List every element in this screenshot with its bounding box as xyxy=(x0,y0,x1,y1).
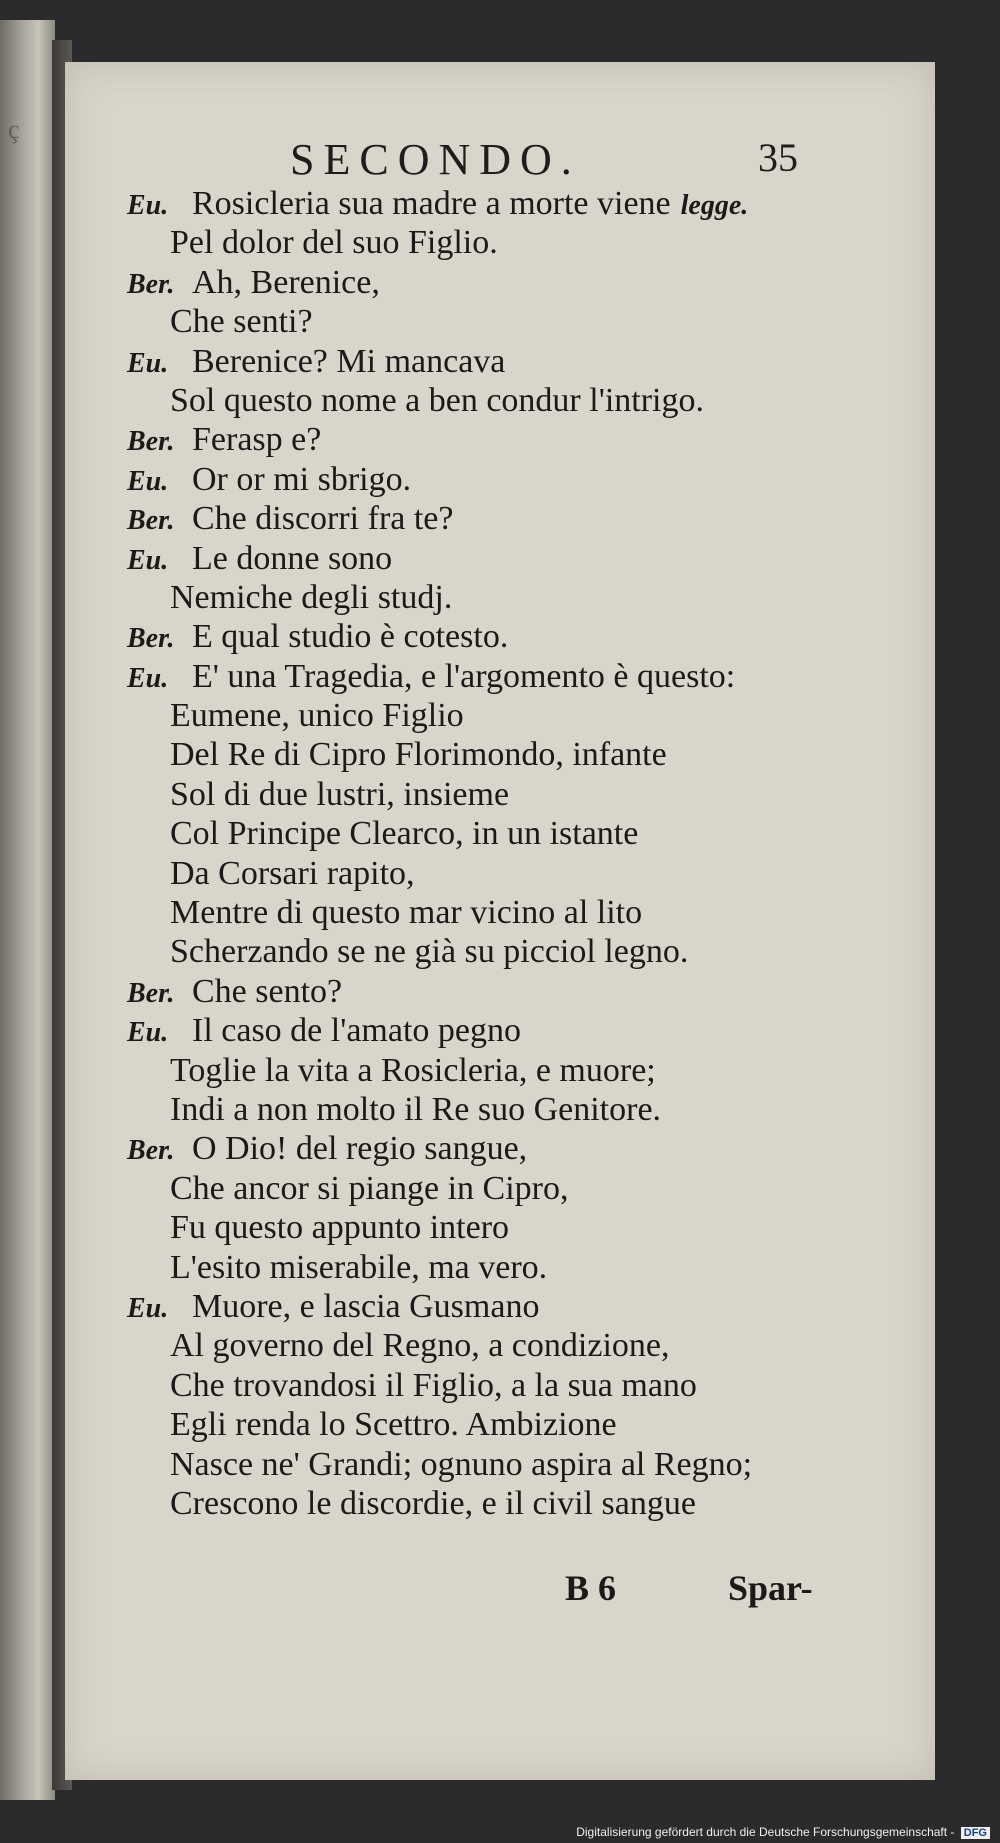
page-number: 35 xyxy=(758,135,798,180)
line-text: E' una Tragedia, e l'argomento è questo: xyxy=(192,657,736,695)
line-text: E qual studio è cotesto. xyxy=(192,618,509,656)
line-text: Sol di due lustri, insieme xyxy=(170,775,510,813)
verse-line xyxy=(65,932,935,971)
dfg-logo: DFG xyxy=(961,1827,990,1839)
play-text xyxy=(65,184,935,1523)
verse-line xyxy=(65,1208,935,1247)
speaker-label: Eu. xyxy=(127,544,169,576)
line-text: Col Principe Clearco, in un istante xyxy=(170,815,639,853)
speech-line xyxy=(65,420,935,459)
line-text: Crescono le discordie, e il civil sangue xyxy=(170,1484,696,1522)
speaker-label: Eu. xyxy=(127,1017,169,1049)
speech-line xyxy=(65,499,935,538)
verse-line xyxy=(65,775,935,814)
line-text: Berenice? Mi mancava xyxy=(192,342,506,380)
line-text: Ah, Berenice, xyxy=(192,263,380,301)
facing-page-ghost-glyph: ç xyxy=(8,115,20,144)
speaker-label: Ber. xyxy=(127,1135,175,1167)
line-text: Scherzando se ne già su picciol legno. xyxy=(170,933,689,971)
verse-line xyxy=(65,1248,935,1287)
speech-line xyxy=(65,263,935,302)
line-text: Che trovandosi il Figlio, a la sua mano xyxy=(170,1366,697,1404)
verse-line xyxy=(65,735,935,774)
line-text: Che discorri fra te? xyxy=(192,500,454,538)
line-text: Rosicleria sua madre a morte viene xyxy=(192,185,671,222)
stage-direction: legge. xyxy=(680,190,749,221)
speaker-label: Ber. xyxy=(127,623,175,655)
speech-line xyxy=(65,1011,935,1050)
speech-line xyxy=(65,1129,935,1168)
speaker-label: Ber. xyxy=(127,268,175,300)
line-text: Egli renda lo Scettro. Ambizione xyxy=(170,1406,617,1444)
speaker-label: Eu. xyxy=(127,190,169,221)
speech-line xyxy=(65,539,935,578)
line-text: Nasce ne' Grandi; ognuno aspira al Regno; xyxy=(170,1445,753,1483)
verse-line xyxy=(65,578,935,617)
speaker-label: Eu. xyxy=(127,465,169,497)
line-text: Eumene, unico Figlio xyxy=(170,697,464,735)
line-text: Sol questo nome a ben condur l'intrigo. xyxy=(170,381,704,419)
page-footer xyxy=(65,1567,935,1612)
speaker-label: Ber. xyxy=(127,977,175,1009)
verse-line xyxy=(65,223,935,262)
line-text: L'esito miserabile, ma vero. xyxy=(170,1248,548,1286)
line-text: Al governo del Regno, a condizione, xyxy=(170,1327,670,1365)
verse-line xyxy=(65,302,935,341)
line-text: Le donne sono xyxy=(192,539,393,577)
verse-line xyxy=(65,1405,935,1444)
verse-line xyxy=(65,893,935,932)
verse-line xyxy=(65,1366,935,1405)
verse-line xyxy=(65,381,935,420)
facing-page-edge xyxy=(0,20,55,1800)
verse-line xyxy=(65,1484,935,1523)
digitization-credit xyxy=(576,1825,990,1839)
book-page xyxy=(65,62,935,1780)
speaker-label: Eu. xyxy=(127,662,169,694)
line-text: Muore, e lascia Gusmano xyxy=(192,1287,540,1325)
line-text: Mentre di questo mar vicino al lito xyxy=(170,894,643,932)
verse-line xyxy=(65,1090,935,1129)
speech-line xyxy=(65,342,935,381)
line-text: Fu questo appunto intero xyxy=(170,1209,510,1247)
speech-line xyxy=(65,1287,935,1326)
running-title: SECONDO. xyxy=(290,135,581,184)
credit-text: Digitalisierung gefördert durch die Deutsche Forschungsgemeinschaft - xyxy=(576,1825,955,1839)
speaker-label: Ber. xyxy=(127,426,175,458)
speech-line xyxy=(65,617,935,656)
line-text: Toglie la vita a Rosicleria, e muore; xyxy=(170,1051,656,1089)
line-text: Indi a non molto il Re suo Genitore. xyxy=(170,1090,662,1128)
verse-line xyxy=(65,1445,935,1484)
line-text: Il caso de l'amato pegno xyxy=(192,1012,522,1050)
line-text: Ferasp e? xyxy=(192,421,322,459)
verse-line xyxy=(65,814,935,853)
line-text: Che sento? xyxy=(192,972,343,1010)
verse-line xyxy=(65,854,935,893)
line-text: Or or mi sbrigo. xyxy=(192,460,412,498)
speaker-label: Eu. xyxy=(127,347,169,379)
speech-line xyxy=(65,972,935,1011)
line-text: Che senti? xyxy=(170,303,313,341)
verse-line xyxy=(65,1051,935,1090)
speech-line xyxy=(65,184,935,223)
line-text: Del Re di Cipro Florimondo, infante xyxy=(170,736,667,774)
line-text: Che ancor si piange in Cipro, xyxy=(170,1169,569,1207)
page-header xyxy=(65,134,935,184)
line-text: Nemiche degli studj. xyxy=(170,578,453,616)
verse-line xyxy=(65,1169,935,1208)
line-text: Da Corsari rapito, xyxy=(170,854,415,892)
speaker-label: Ber. xyxy=(127,505,175,537)
speaker-label: Eu. xyxy=(127,1292,169,1324)
catchword: Spar- xyxy=(728,1568,813,1608)
line-text: Pel dolor del suo Figlio. xyxy=(170,224,498,262)
line-text: O Dio! del regio sangue, xyxy=(192,1130,528,1168)
signature-mark: B 6 xyxy=(565,1568,617,1608)
speech-line xyxy=(65,460,935,499)
verse-line xyxy=(65,1326,935,1365)
speech-line xyxy=(65,657,935,696)
verse-line xyxy=(65,696,935,735)
